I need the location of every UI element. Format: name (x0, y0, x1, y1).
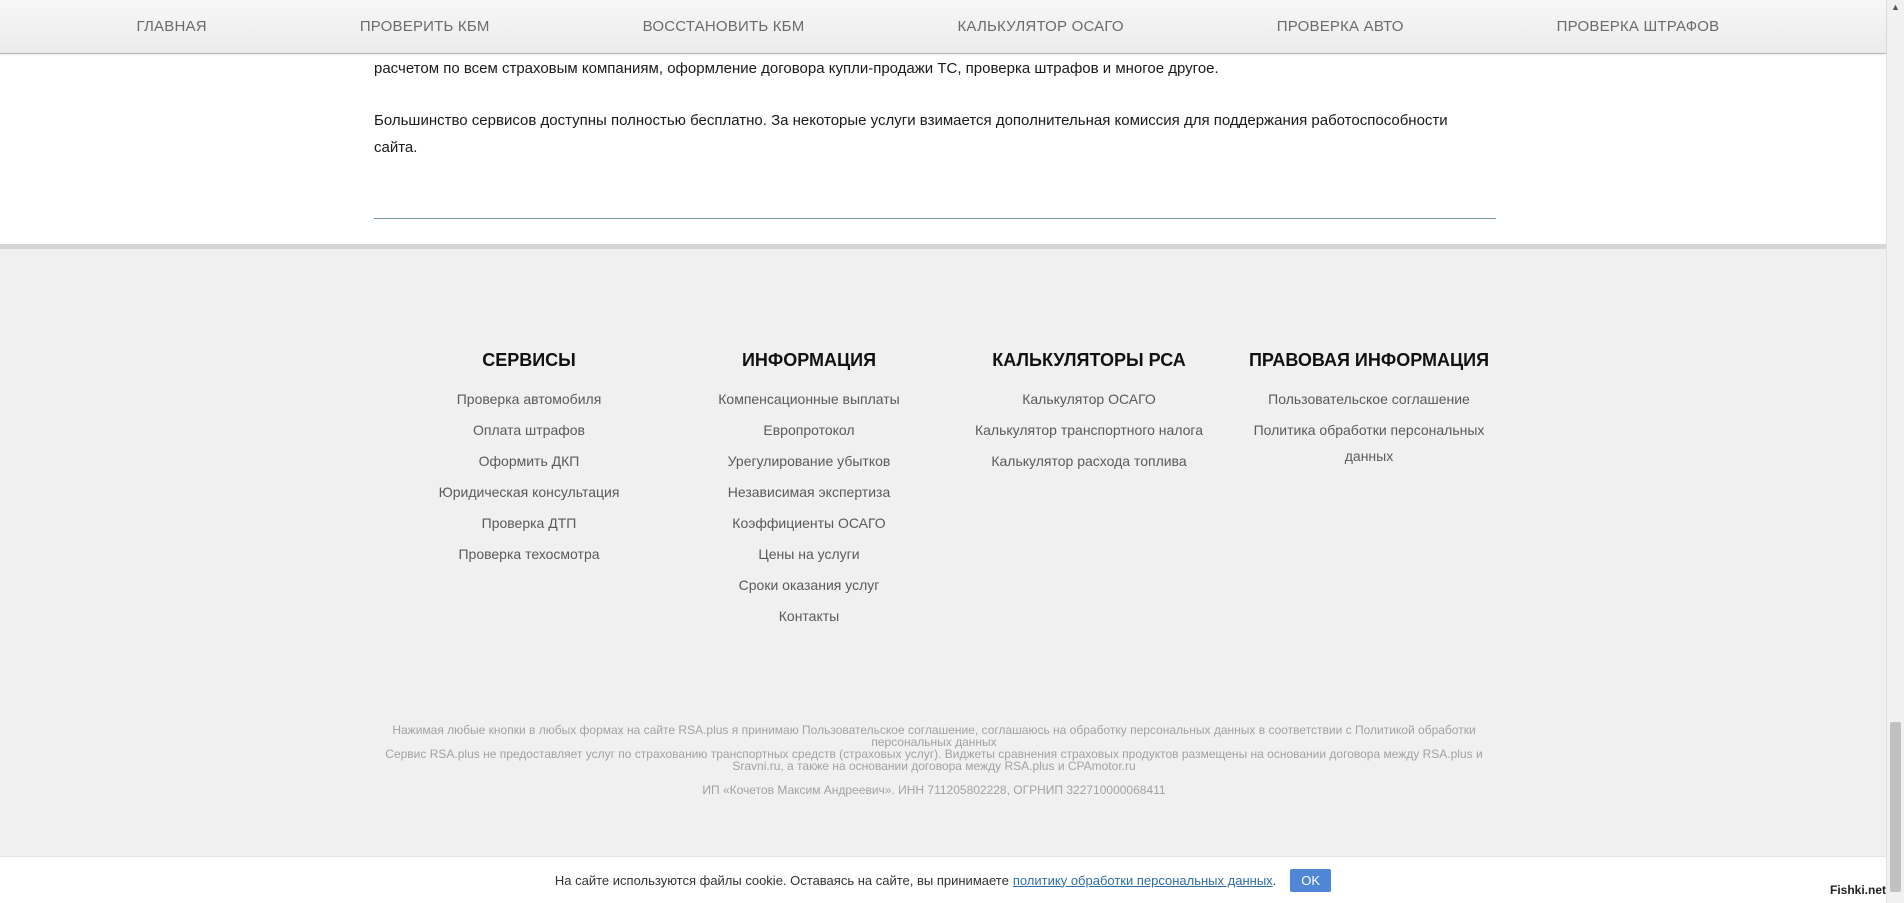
footer-legal (384, 724, 1484, 796)
footer-column-legal-information (1229, 349, 1509, 634)
nav-item-fines-check[interactable]: ПРОВЕРКА ШТРАФОВ (1556, 18, 1720, 35)
footer-link[interactable]: Компенсационные выплаты (718, 391, 900, 407)
footer-link[interactable]: Проверка ДТП (481, 515, 577, 531)
vertical-scrollbar[interactable] (1886, 0, 1904, 903)
footer-link[interactable]: Европротокол (763, 422, 855, 438)
footer-column-title: КАЛЬКУЛЯТОРЫ РСА (992, 350, 1186, 370)
footer-link[interactable]: Проверка техосмотра (458, 546, 600, 562)
footer-column-title: СЕРВИСЫ (482, 350, 576, 370)
footer-column-information (669, 349, 949, 634)
cookie-policy-link[interactable]: политику обработки персональных данных (1012, 872, 1273, 888)
content-paragraph-line: сайта. (374, 139, 418, 156)
content-paragraph: расчетом по всем страховым компаниям, оформление договора купли-продажи ТС, проверка штрафов и многое другое. (374, 60, 1219, 77)
footer-column-rsa-calculators (949, 349, 1229, 634)
footer-column-title: ИНФОРМАЦИЯ (741, 350, 877, 370)
footer-link[interactable]: Юридическая консультация (438, 484, 620, 500)
scrollbar-thumb[interactable] (1890, 722, 1901, 892)
footer-link[interactable]: Независимая экспертиза (727, 484, 891, 500)
footer-link[interactable]: Оплата штрафов (472, 422, 585, 438)
cookie-text: На сайте используются файлы cookie. Оставаясь на сайте, вы принимаете (554, 872, 1009, 888)
scroll-up-arrow-icon[interactable]: ▲ (1891, 2, 1900, 12)
footer-link[interactable]: Пользовательское соглашение (1268, 391, 1470, 407)
footer-columns (389, 349, 1509, 634)
footer-link[interactable]: Политика обработки персональных данных (1253, 422, 1485, 464)
company-requisites: ИП «Кочетов Максим Андреевич». ИНН 711205802228, ОГРНИП 322710000068411 (702, 783, 1166, 797)
footer-column-title: ПРАВОВАЯ ИНФОРМАЦИЯ (1248, 350, 1490, 370)
nav-item-restore-kbm[interactable]: ВОССТАНОВИТЬ КБМ (642, 18, 805, 35)
footer-column-services (389, 349, 669, 634)
nav-item-home[interactable]: ГЛАВНАЯ (136, 18, 207, 35)
cookie-text-period: . (1272, 872, 1277, 888)
footer-link[interactable]: Цены на услуги (758, 546, 860, 562)
footer-link[interactable]: Сроки оказания услуг (738, 577, 880, 593)
nav-item-check-kbm[interactable]: ПРОВЕРИТЬ КБМ (359, 18, 490, 35)
footer-link[interactable]: Коэффициенты ОСАГО (732, 515, 886, 531)
footer-link[interactable]: Калькулятор транспортного налога (974, 422, 1204, 438)
watermark: Fishki.net (1829, 883, 1886, 897)
nav-item-osago-calculator[interactable]: КАЛЬКУЛЯТОР ОСАГО (957, 18, 1124, 35)
footer-link[interactable]: Оформить ДКП (478, 453, 580, 469)
content-paragraph (374, 107, 1496, 161)
legal-agreement-text: Нажимая любые кнопки в любых формах на сайте RSA.plus я принимаю Пользовательское соглашение, соглашаюсь на обработку персональных данных в соответствии с Политикой обработки персональных данных (392, 723, 1476, 749)
footer-link[interactable]: Калькулятор расхода топлива (991, 453, 1187, 469)
footer-link[interactable]: Калькулятор ОСАГО (1022, 391, 1156, 407)
content-divider (374, 218, 1496, 219)
main-content (374, 54, 1496, 161)
cookie-banner (0, 856, 1886, 903)
cookie-ok-button[interactable]: OK (1290, 869, 1331, 892)
site-footer (0, 244, 1886, 856)
footer-link[interactable]: Проверка автомобиля (456, 391, 602, 407)
nav-item-car-check[interactable]: ПРОВЕРКА АВТО (1276, 18, 1404, 35)
footer-link[interactable]: Урегулирование убытков (727, 453, 891, 469)
content-paragraph-line: Большинство сервисов доступны полностью бесплатно. За некоторые услуги взимается дополнительная комиссия для поддержания работоспособности (374, 112, 1448, 129)
footer-link[interactable]: Контакты (778, 608, 840, 624)
top-navigation (0, 0, 1886, 54)
legal-disclaimer-text: Сервис RSA.plus не предоставляет услуг по страхованию транспортных средств (страховых услуг). Виджеты сравнения страховых продуктов размещены на основании договора между RSA.plus и Sravni.ru, а также на основании договора между RSA.plus и CPAmotor.ru (385, 747, 1483, 773)
